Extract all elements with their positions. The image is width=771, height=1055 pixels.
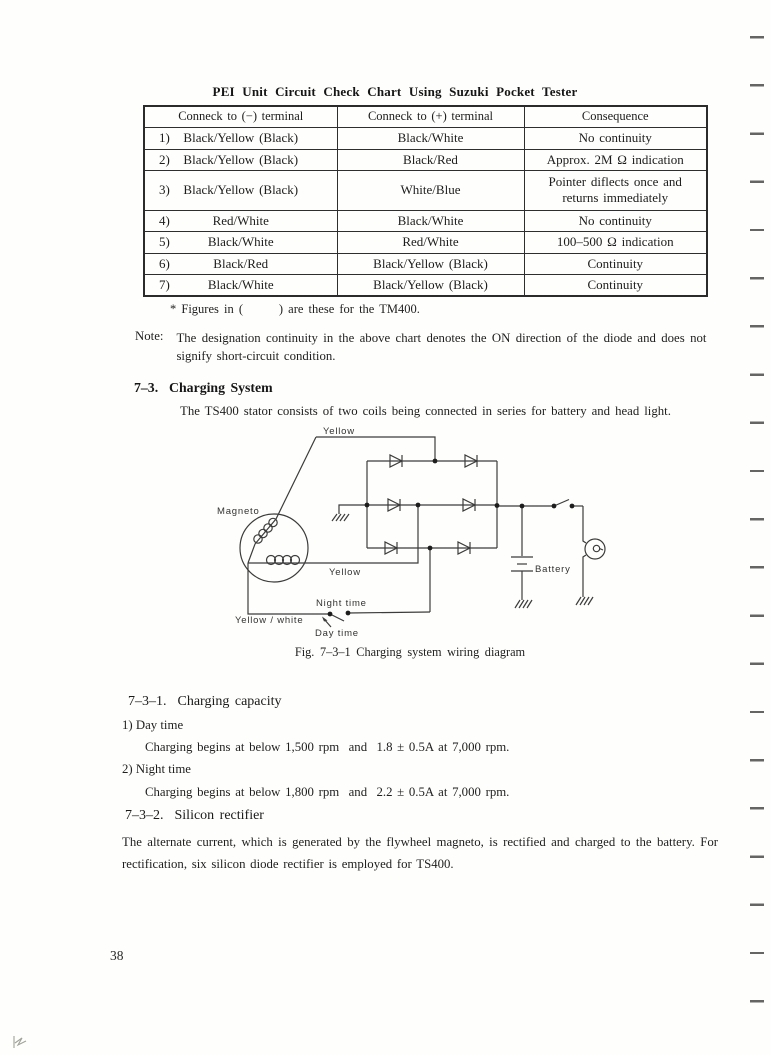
table-row [144, 149, 707, 170]
table-row [144, 231, 707, 253]
neg-terminal-value: Black/White [207, 234, 274, 250]
note-block [135, 329, 710, 365]
night-time-label: Night time [316, 598, 367, 609]
table-row [144, 210, 707, 231]
pos-terminal-value: Black/White [337, 127, 524, 149]
neg-terminal-value: Black/White [207, 276, 274, 292]
note-text: The designation continuity in the above chart denotes the ON direction of the diode and does not signify short-circuit condition. [176, 331, 707, 364]
section-7-3-2-heading: 7–3–2. Silicon rectifier [125, 808, 264, 823]
row-number: 1) [159, 130, 170, 146]
headlight-lamp-icon [585, 539, 605, 559]
pos-terminal-value: Black/Yellow (Black) [337, 274, 524, 296]
figure-caption: Fig. 7–3–1 Charging system wiring diagram [294, 645, 526, 659]
consequence-value: 100–500 Ω indication [524, 231, 707, 253]
page-number: 38 [110, 948, 124, 963]
magneto-label: Magneto [217, 506, 260, 517]
note-label: Note: [135, 329, 164, 343]
pei-check-chart-table [143, 105, 708, 297]
consequence-value: No continuity [524, 127, 707, 149]
check-chart-title: PEI Unit Circuit Check Chart Using Suzuki Pocket Tester [212, 84, 578, 99]
smudge-mark [12, 1034, 40, 1052]
row-number: 2) [159, 151, 170, 167]
row-number: 5) [159, 234, 170, 250]
yellow-top-label: Yellow [323, 426, 355, 437]
section-7-3-1-heading: 7–3–1. Charging capacity [128, 694, 282, 709]
table-row [144, 170, 707, 210]
day-time-label: Day time [315, 628, 359, 639]
junction-dots [328, 459, 575, 617]
table-row [144, 253, 707, 274]
charging-system-wiring-diagram [205, 425, 665, 670]
night-time-item-body: Charging begins at below 1,800 rpm and 2.2 ± 0.5A at 7,000 rpm. [145, 785, 510, 799]
header-neg-terminal: Conneck to (−) terminal [144, 106, 337, 127]
row-number: 4) [159, 212, 170, 228]
table-header-row [144, 106, 707, 127]
consequence-value: Approx. 2M Ω indication [524, 149, 707, 170]
consequence-value: Continuity [524, 253, 707, 274]
magneto-circle [240, 514, 308, 582]
row-number: 6) [159, 255, 170, 271]
table-footnote: * Figures in ( ) are these for the TM400. [170, 302, 420, 316]
neg-terminal-value: Black/Yellow (Black) [183, 182, 299, 198]
pos-terminal-value: Black/Red [337, 149, 524, 170]
table-row [144, 274, 707, 296]
neg-terminal-value: Red/White [212, 212, 269, 228]
neg-terminal-value: Black/Red [213, 255, 269, 271]
header-pos-terminal: Conneck to (+) terminal [337, 106, 524, 127]
day-time-item-body: Charging begins at below 1,500 rpm and 1.8 ± 0.5A at 7,000 rpm. [145, 740, 510, 754]
row-number: 7) [159, 276, 170, 292]
section-7-3-body: The TS400 stator consists of two coils being connected in series for battery and head light. [180, 404, 671, 418]
section-7-3-heading: 7–3. Charging System [134, 380, 273, 395]
ground-symbols [332, 514, 593, 608]
header-consequence: Consequence [524, 106, 707, 127]
pos-terminal-value: Red/White [337, 231, 524, 253]
pos-terminal-value: Black/Yellow (Black) [337, 253, 524, 274]
consequence-value: Continuity [524, 274, 707, 296]
diagram-wires [248, 437, 586, 627]
consequence-value: No continuity [524, 210, 707, 231]
neg-terminal-value: Black/Yellow (Black) [183, 151, 299, 167]
yellow-mid-label: Yellow [329, 567, 361, 578]
section-7-3-2-body: The alternate current, which is generated by the flywheel magneto, is rectified and charged to the battery. For rectification, six silicon diode rectifier is employed for TS400. [122, 835, 718, 871]
night-time-item-label: 2) Night time [122, 762, 191, 776]
binding-perforation-marks [750, 36, 764, 1048]
table-row [144, 127, 707, 149]
consequence-value: Pointer diflects once and returns immediately [524, 170, 707, 210]
neg-terminal-value: Black/Yellow (Black) [183, 130, 299, 146]
row-number: 3) [159, 182, 170, 198]
day-time-item-label: 1) Day time [122, 718, 184, 732]
yellow-white-label: Yellow / white [235, 615, 304, 626]
pos-terminal-value: White/Blue [337, 170, 524, 210]
battery-label: Battery [535, 564, 571, 575]
pos-terminal-value: Black/White [337, 210, 524, 231]
